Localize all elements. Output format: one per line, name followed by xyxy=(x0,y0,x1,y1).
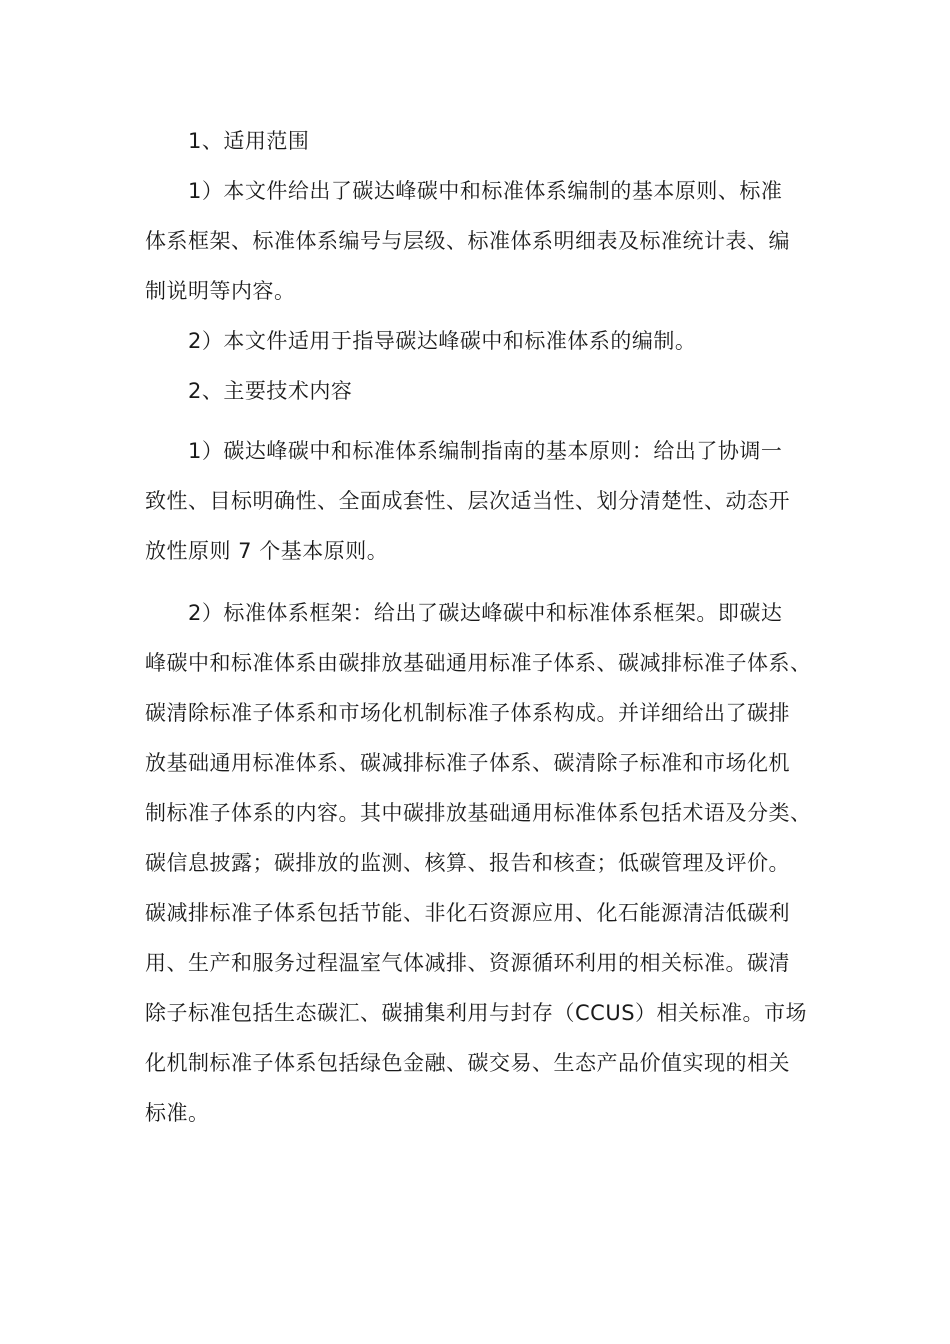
section-heading-scope: 1、适用范围 xyxy=(188,129,310,153)
paragraph-line: 碳信息披露；碳排放的监测、核算、报告和核查；低碳管理及评价。 xyxy=(145,851,790,875)
paragraph-line: 放性原则 7 个基本原则。 xyxy=(145,539,389,563)
paragraph-line: 2）本文件适用于指导碳达峰碳中和标准体系的编制。 xyxy=(188,329,697,353)
paragraph-line: 峰碳中和标准体系由碳排放基础通用标准子体系、碳减排标准子体系、 xyxy=(145,651,812,675)
paragraph-line: 1）本文件给出了碳达峰碳中和标准体系编制的基本原则、标准 xyxy=(188,179,783,203)
paragraph-line: 碳清除标准子体系和市场化机制标准子体系构成。并详细给出了碳排 xyxy=(145,701,790,725)
paragraph-line: 致性、目标明确性、全面成套性、层次适当性、划分清楚性、动态开 xyxy=(145,489,790,513)
paragraph-line: 标准。 xyxy=(145,1101,210,1125)
paragraph-line: 制标准子体系的内容。其中碳排放基础通用标准体系包括术语及分类、 xyxy=(145,801,812,825)
section-heading-technical: 2、主要技术内容 xyxy=(188,379,353,403)
paragraph-line: 用、生产和服务过程温室气体减排、资源循环利用的相关标准。碳清 xyxy=(145,951,790,975)
paragraph-line: 体系框架、标准体系编号与层级、标准体系明细表及标准统计表、编 xyxy=(145,229,790,253)
paragraph-line: 1）碳达峰碳中和标准体系编制指南的基本原则：给出了协调一 xyxy=(188,439,783,463)
paragraph-line: 碳减排标准子体系包括节能、非化石资源应用、化石能源清洁低碳利 xyxy=(145,901,790,925)
paragraph-line: 2）标准体系框架：给出了碳达峰碳中和标准体系框架。即碳达 xyxy=(188,601,783,625)
paragraph-line: 化机制标准子体系包括绿色金融、碳交易、生态产品价值实现的相关 xyxy=(145,1051,790,1075)
paragraph-line: 制说明等内容。 xyxy=(145,279,296,303)
paragraph-line: 放基础通用标准体系、碳减排标准子体系、碳清除子标准和市场化机 xyxy=(145,751,790,775)
paragraph-line: 除子标准包括生态碳汇、碳捕集利用与封存（CCUS）相关标准。市场 xyxy=(145,1001,808,1025)
